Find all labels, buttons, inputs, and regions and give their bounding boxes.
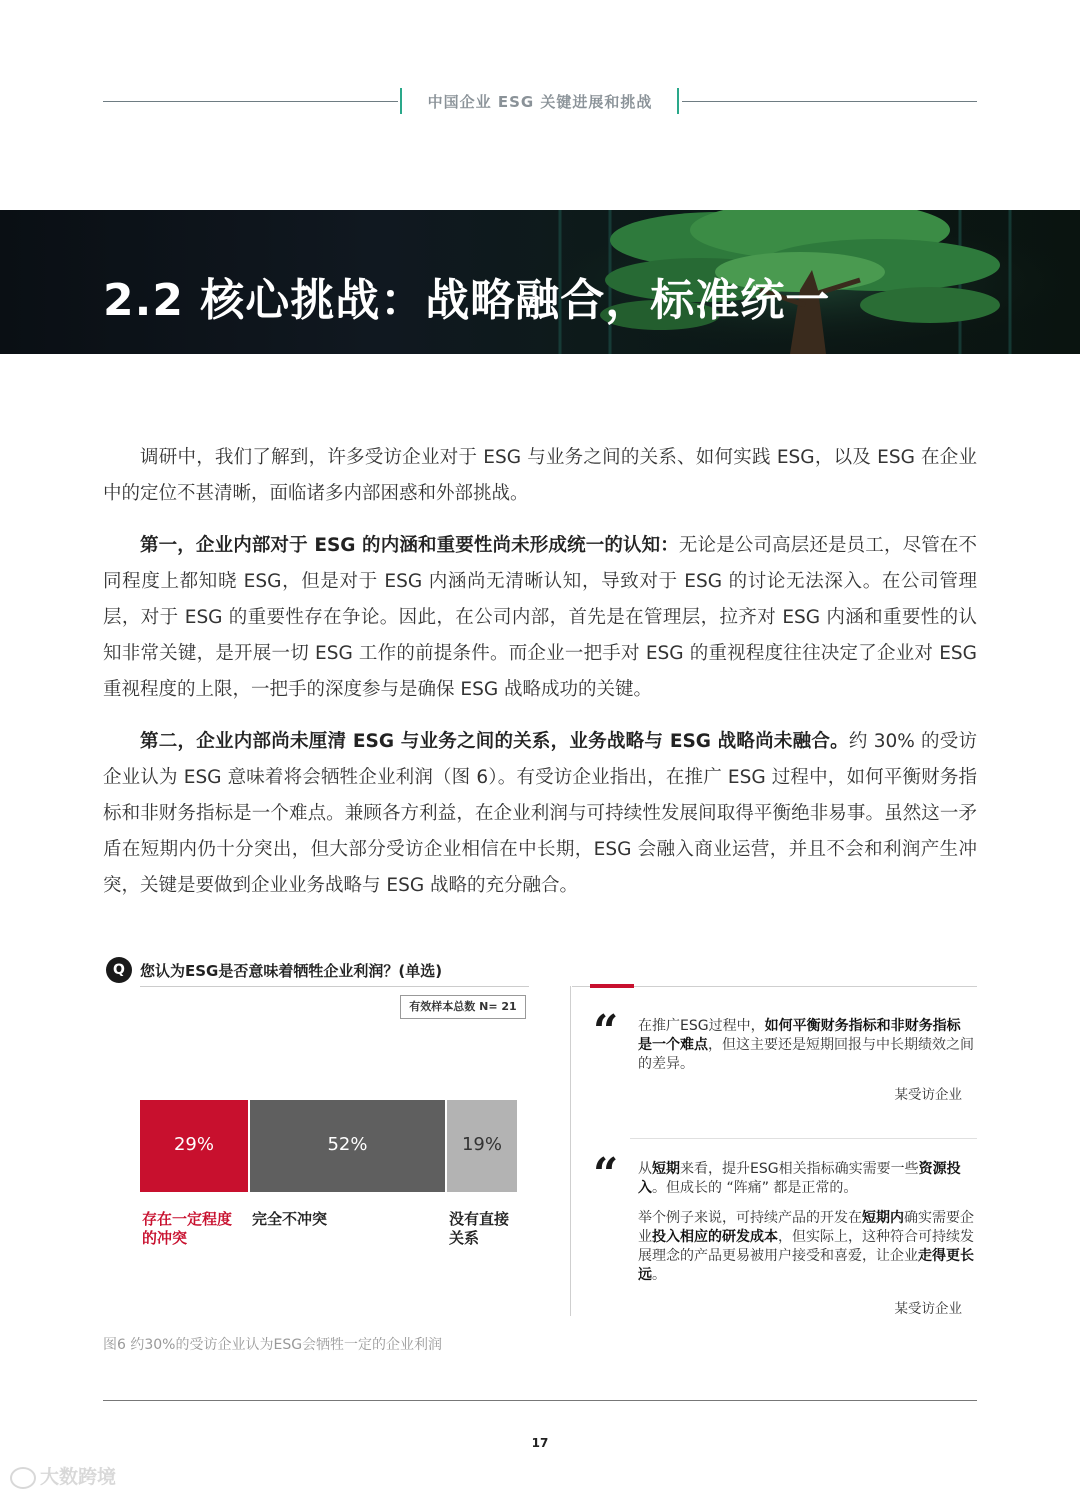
watermark-logo-icon — [10, 1467, 36, 1489]
footer-rule — [103, 1400, 977, 1401]
intro-paragraph: 调研中，我们了解到，许多受访企业对于 ESG 与业务之间的关系、如何实践 ESG，以及 ESG 在企业中的定位不甚清晰，面临诸多内部困惑和外部挑战。 — [103, 447, 977, 504]
header-rule-left — [103, 101, 398, 102]
chart-title: 您认为ESG是否意味着牺牲企业利润？(单选) — [140, 962, 443, 980]
figure-caption: 图6 约30%的受访企业认为ESG会牺牲一定的企业利润 — [103, 1337, 443, 1353]
quote-mark-icon: “ — [593, 1149, 619, 1200]
point-two-paragraph — [103, 724, 977, 904]
quote-emphasis: 短期内 — [862, 1210, 904, 1226]
quote-segment: 举个例子来说，可持续产品的开发在 — [638, 1210, 862, 1226]
bar-value-label: 52% — [327, 1134, 368, 1155]
quote-one-text — [638, 1017, 974, 1074]
quote-segment: 。但成长的 “阵痛” 都是正常的。 — [652, 1180, 858, 1196]
quote-emphasis: 如何平衡财务指标和非财务指标是一个难点 — [638, 1018, 961, 1053]
quote-segment: 。 — [652, 1267, 666, 1283]
question-badge: Q — [106, 957, 132, 983]
watermark-text: 大数跨境 — [40, 1466, 117, 1488]
quote-emphasis: 资源投入 — [638, 1161, 961, 1196]
point-one-paragraph — [103, 528, 977, 708]
quote-two-text-continued — [638, 1209, 974, 1285]
quote-one-source: 某受访企业 — [894, 1087, 962, 1103]
page-number: 17 — [531, 1436, 549, 1450]
section-title: 2.2 核心挑战：战略融合，标准统一 — [103, 275, 831, 326]
sample-size-note: 有效样本总数 N= 21 — [400, 995, 526, 1019]
quote-emphasis: 走得更长远 — [638, 1248, 974, 1283]
point-one-body: 无论是公司高层还是员工，尽管在不同程度上都知晓 ESG，但是对于 ESG 内涵尚无清晰认知，导致对于 ESG 的讨论无法深入。在公司管理层，对于 ESG 的重要性存在争论。因此，在公司内部，首先是在管理层，拉齐对 ESG 内涵和重要性的认知非常关键，是开展一切 ESG 工作的前提条件。而企业一把手对 ESG 的重视程度往往决定了企业对 ESG 重视程度的上限，一把手的深度参与是确保 ESG 战略成功的关键。 — [103, 535, 978, 700]
quote-two-text — [638, 1160, 974, 1198]
quote-segment: ，但这主要还是短期回报与中长期绩效之间的差异。 — [638, 1037, 974, 1072]
header-rule-right — [682, 101, 977, 102]
quote-emphasis: 短期 — [652, 1161, 680, 1177]
quote-two-source: 某受访企业 — [894, 1301, 962, 1317]
quote-emphasis: 投入相应的研发成本 — [652, 1229, 778, 1245]
bar-segment — [447, 1100, 517, 1192]
bar-value-label: 19% — [461, 1134, 502, 1155]
quote-panel-accent — [590, 984, 634, 988]
quote-separator — [630, 1138, 977, 1139]
bar-value-label: 29% — [173, 1134, 214, 1155]
bar-category-label: 完全不冲突 — [252, 1210, 328, 1228]
quote-segment: ，但实际上，这种符合可持续发展理念的产品更易被用户接受和喜爱，让企业 — [638, 1229, 974, 1264]
point-two-body: 约 30% 的受访企业认为 ESG 意味着将会牺牲企业利润（图 6）。有受访企业指出，在推广 ESG 过程中，如何平衡财务指标和非财务指标是一个难点。兼顾各方利益，在企业利润与可持续性发展间取得平衡绝非易事。虽然这一矛盾在短期内仍十分突出，但大部分受访企业相信在中长期，ESG 会融入商业运营，并且不会和利润产生冲突，关键是要做到企业业务战略与 ESG 战略的充分融合。 — [103, 731, 977, 896]
watermark — [10, 1462, 116, 1489]
point-two-heading: 第二，企业内部尚未厘清 ESG 与业务之间的关系，业务战略与 ESG 战略尚未融合。 — [140, 731, 849, 752]
bar-category-label: 存在一定程度 的冲突 — [142, 1210, 233, 1247]
bar-segment — [140, 1100, 248, 1192]
running-header-title: 中国企业 ESG 关键进展和挑战 — [427, 93, 653, 111]
quote-panel-border — [570, 986, 571, 1316]
section-banner — [0, 210, 1080, 354]
quote-segment: 来看，提升ESG相关指标确实需要一些 — [680, 1161, 919, 1177]
quote-segment: 从 — [638, 1161, 652, 1177]
quote-segment: 确实需要企业 — [638, 1210, 974, 1245]
quote-segment: 在推广ESG过程中， — [638, 1018, 765, 1034]
bar-segment — [250, 1100, 445, 1192]
quote-mark-icon: “ — [593, 1006, 619, 1057]
header-accent-right — [677, 88, 679, 114]
bar-category-label: 没有直接 关系 — [449, 1210, 510, 1247]
chart-title-rule — [140, 986, 529, 987]
point-one-heading: 第一，企业内部对于 ESG 的内涵和重要性尚未形成统一的认知： — [140, 535, 679, 556]
